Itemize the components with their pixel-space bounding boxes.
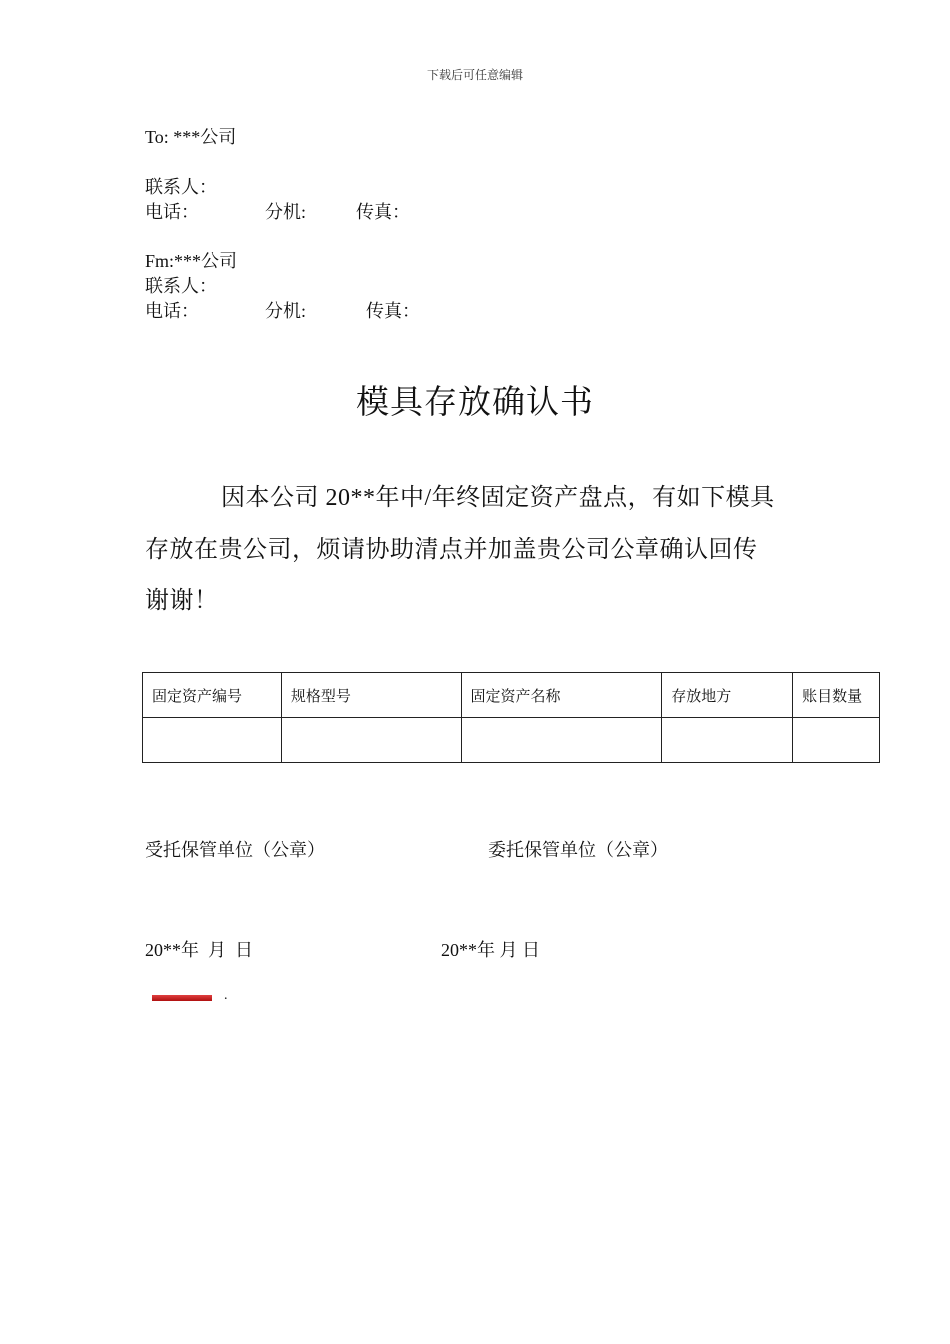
table-cell [662,718,793,763]
to-phone-label: 电话： [145,202,199,222]
header-spec-model: 规格型号 [281,673,461,718]
header-note: 下载后可任意编辑 [426,68,523,82]
table-cell [793,718,880,763]
from-fax-label: 传真： [366,301,420,321]
to-contact-label: 联系人： [145,177,217,197]
custodian-seal-label: 受托保管单位（公章） [145,840,325,860]
header-asset-id: 固定资产编号 [143,673,282,718]
to-ext-label: 分机: [265,202,307,222]
table-header-row [143,673,880,718]
header-book-quantity: 账目数量 [793,673,880,718]
entrusting-seal-label: 委托保管单位（公章） [488,840,668,860]
asset-table [142,672,880,763]
to-line: To: ***公司 [145,127,237,147]
footer-dot: . [224,988,228,1003]
header-asset-name: 固定资产名称 [461,673,662,718]
body-line-3: 谢谢！ [145,588,219,614]
table-row [143,718,880,763]
body-line-1: 因本公司 20**年中/年终固定资产盘点，有如下模具 [221,485,775,511]
header-storage-location: 存放地方 [662,673,793,718]
body-line-2: 存放在贵公司，烦请协助清点并加盖贵公司公章确认回传 [145,537,758,563]
date-right: 20**年 月 日 [441,940,540,960]
from-phone-label: 电话： [145,301,199,321]
red-mark [152,995,212,1001]
document-title: 模具存放确认书 [356,385,594,421]
from-ext-label: 分机: [265,301,307,321]
table-cell [461,718,662,763]
table-cell [281,718,461,763]
to-fax-label: 传真： [356,202,410,222]
from-contact-label: 联系人： [145,276,217,296]
from-line: Fm:***公司 [145,251,238,271]
date-left: 20**年 月 日 [145,940,253,960]
table-cell [143,718,282,763]
